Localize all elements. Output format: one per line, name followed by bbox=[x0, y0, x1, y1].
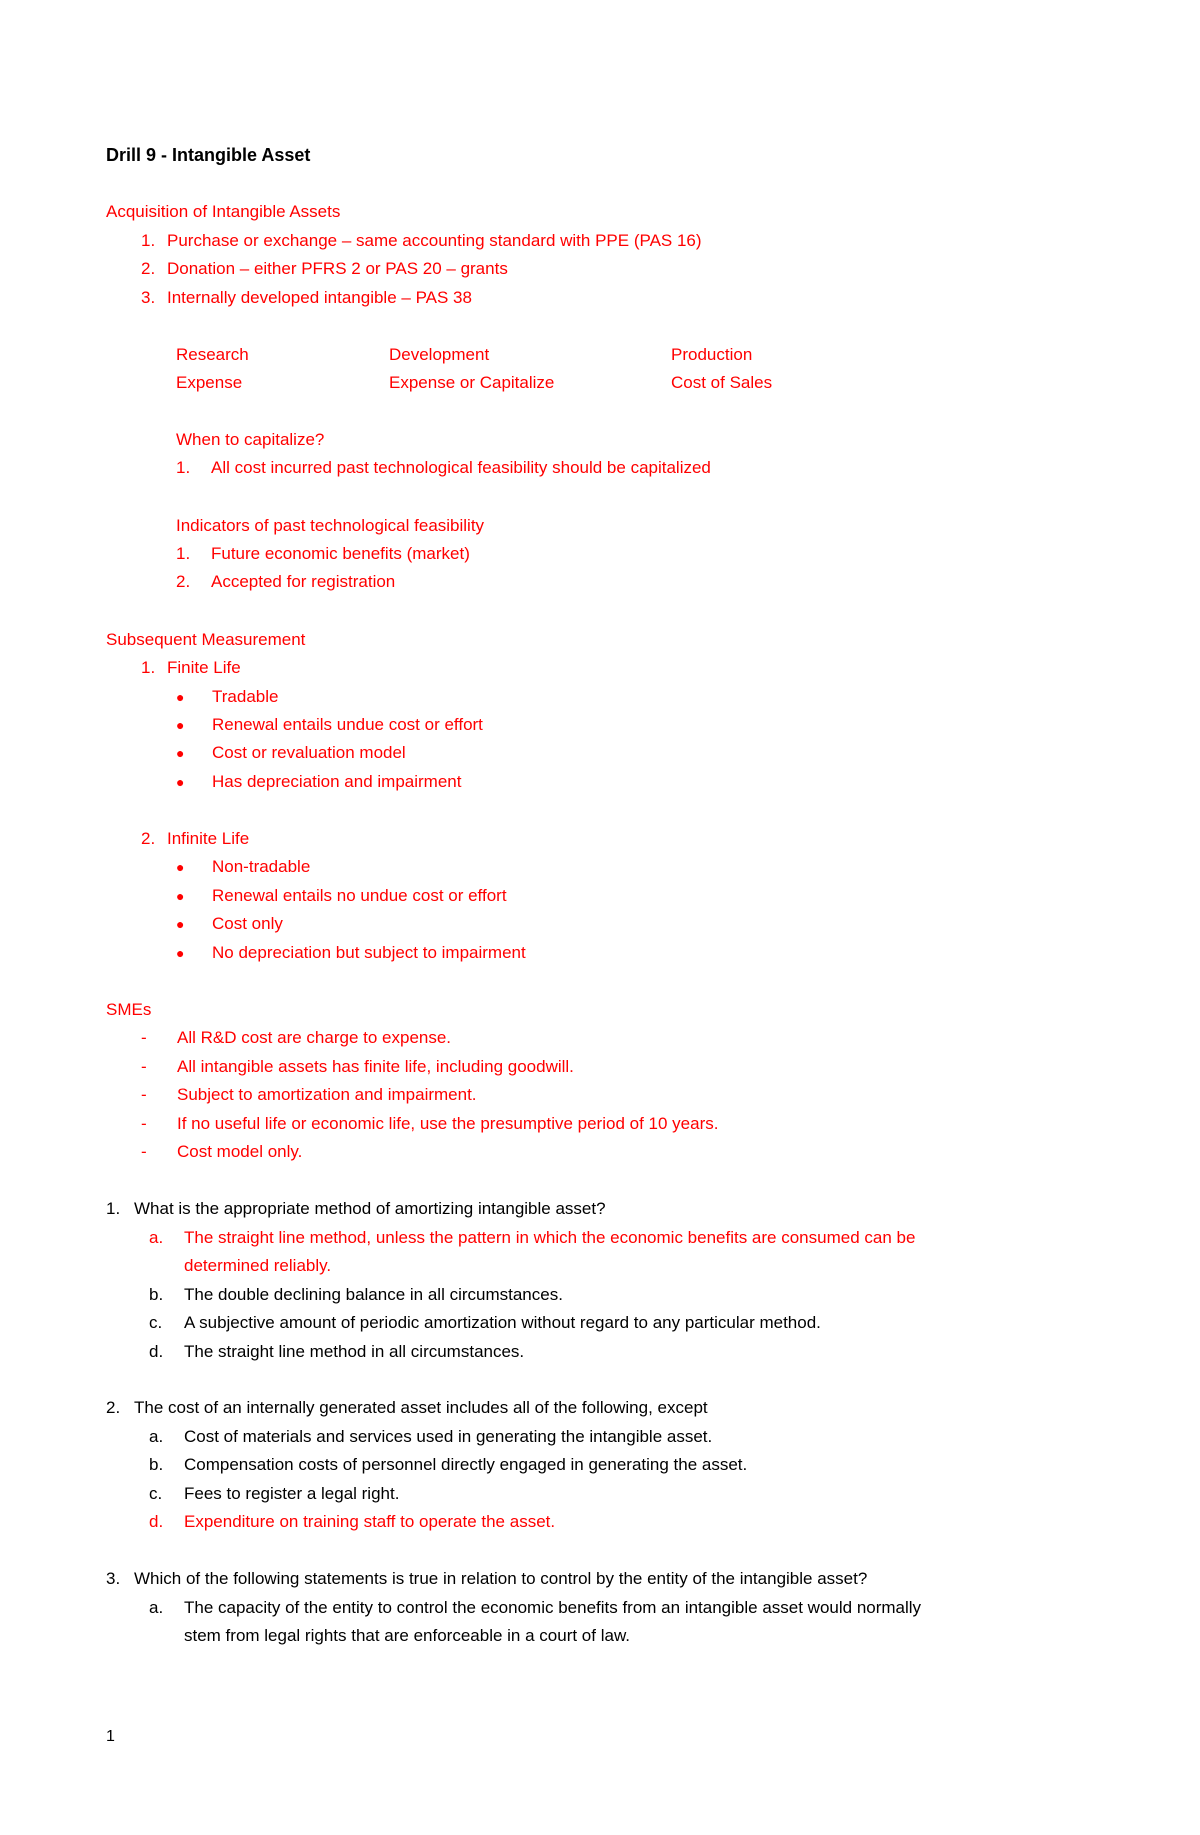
question-3 bbox=[106, 1568, 867, 1590]
bullet-item: ● No depreciation but subject to impairment bbox=[176, 943, 526, 962]
list-number: 1. bbox=[176, 458, 191, 477]
document-title: Drill 9 - Intangible Asset bbox=[106, 145, 311, 165]
bullet-icon: ● bbox=[176, 745, 185, 761]
list-number: 1. bbox=[141, 658, 156, 677]
bullet-icon: ● bbox=[176, 888, 185, 904]
option-a-continuation: stem from legal rights that are enforceable in a court of law. bbox=[184, 1626, 631, 1645]
dash-item: - Cost model only. bbox=[141, 1142, 303, 1161]
bullet-icon: ● bbox=[176, 717, 185, 733]
bullet-icon: ● bbox=[176, 689, 185, 705]
bullet-item: ● Non-tradable bbox=[176, 857, 311, 876]
list-text: All cost incurred past technological feasibility should be capitalized bbox=[211, 458, 711, 477]
dash-item: - All R&D cost are charge to expense. bbox=[141, 1028, 452, 1047]
list-number: 1. bbox=[176, 544, 191, 563]
bullet-item: ● Renewal entails undue cost or effort bbox=[176, 715, 483, 734]
question-number: 3. bbox=[106, 1569, 121, 1588]
list-item bbox=[176, 571, 395, 593]
option-c: c. Fees to register a legal right. bbox=[149, 1484, 400, 1503]
acquisition-heading: Acquisition of Intangible Assets bbox=[106, 202, 341, 221]
dash-icon: - bbox=[141, 1057, 147, 1076]
list-number: 2. bbox=[176, 572, 191, 591]
option-a: a. The straight line method, unless the pattern in which the economic benefits are consumed can be bbox=[149, 1228, 916, 1247]
list-text: Purchase or exchange – same accounting standard with PPE (PAS 16) bbox=[167, 231, 702, 250]
table-cell-production: Cost of Sales bbox=[671, 373, 773, 392]
option-b: b. Compensation costs of personnel directly engaged in generating the asset. bbox=[149, 1455, 748, 1474]
table-header-development: Development bbox=[389, 345, 490, 364]
list-number: 3. bbox=[141, 288, 156, 307]
list-item bbox=[176, 543, 470, 565]
page-number: 1 bbox=[106, 1728, 115, 1745]
list-text: Accepted for registration bbox=[211, 572, 396, 591]
list-number: 2. bbox=[141, 829, 156, 848]
smes-heading: SMEs bbox=[106, 1000, 152, 1019]
question-text: What is the appropriate method of amortizing intangible asset? bbox=[134, 1199, 606, 1218]
option-a-continuation: determined reliably. bbox=[184, 1256, 332, 1275]
option-a: a. The capacity of the entity to control the economic benefits from an intangible asset would normally bbox=[149, 1598, 922, 1617]
table-cell-development: Expense or Capitalize bbox=[389, 373, 555, 392]
bullet-item: ● Renewal entails no undue cost or effort bbox=[176, 886, 507, 905]
dash-item: - All intangible assets has finite life, including goodwill. bbox=[141, 1057, 574, 1076]
list-text: Donation – either PFRS 2 or PAS 20 – grants bbox=[167, 259, 508, 278]
option-d: d. The straight line method in all circumstances. bbox=[149, 1342, 525, 1361]
list-item bbox=[141, 258, 508, 280]
table-header-production: Production bbox=[671, 345, 753, 364]
list-text: Infinite Life bbox=[167, 829, 250, 848]
bullet-icon: ● bbox=[176, 859, 185, 875]
question-number: 2. bbox=[106, 1398, 121, 1417]
list-number: 1. bbox=[141, 231, 156, 250]
bullet-icon: ● bbox=[176, 916, 185, 932]
dash-icon: - bbox=[141, 1142, 147, 1161]
bullet-item: ● Cost or revaluation model bbox=[176, 743, 406, 762]
question-text: The cost of an internally generated asset includes all of the following, except bbox=[134, 1398, 708, 1417]
list-item bbox=[141, 230, 702, 252]
dash-item: - Subject to amortization and impairment. bbox=[141, 1085, 477, 1104]
bullet-icon: ● bbox=[176, 774, 185, 790]
bullet-item: ● Has depreciation and impairment bbox=[176, 772, 462, 791]
capitalize-heading: When to capitalize? bbox=[176, 430, 325, 449]
option-c: c. A subjective amount of periodic amortization without regard to any particular method. bbox=[149, 1313, 821, 1332]
question-1 bbox=[106, 1198, 606, 1220]
list-number: 2. bbox=[141, 259, 156, 278]
list-text: Internally developed intangible – PAS 38 bbox=[167, 288, 472, 307]
bullet-item: ● Tradable bbox=[176, 687, 279, 706]
question-text: Which of the following statements is true in relation to control by the entity of the intangible asset? bbox=[134, 1569, 868, 1588]
list-text: Future economic benefits (market) bbox=[211, 544, 470, 563]
bullet-item: ● Cost only bbox=[176, 914, 283, 933]
dash-icon: - bbox=[141, 1085, 147, 1104]
option-d: d. Expenditure on training staff to operate the asset. bbox=[149, 1512, 556, 1531]
option-b: b. The double declining balance in all circumstances. bbox=[149, 1285, 563, 1304]
table-cell-research: Expense bbox=[176, 373, 243, 392]
infinite-life-item bbox=[141, 828, 249, 850]
finite-life-item bbox=[141, 657, 241, 679]
dash-icon: - bbox=[141, 1028, 147, 1047]
table-header-research: Research bbox=[176, 345, 249, 364]
question-number: 1. bbox=[106, 1199, 121, 1218]
indicators-heading: Indicators of past technological feasibility bbox=[176, 516, 485, 535]
option-a: a. Cost of materials and services used in generating the intangible asset. bbox=[149, 1427, 713, 1446]
list-item bbox=[176, 457, 711, 479]
list-text: Finite Life bbox=[167, 658, 241, 677]
list-item bbox=[141, 287, 472, 309]
bullet-icon: ● bbox=[176, 945, 185, 961]
dash-icon: - bbox=[141, 1114, 147, 1133]
subsequent-heading: Subsequent Measurement bbox=[106, 630, 306, 649]
question-2 bbox=[106, 1397, 708, 1419]
dash-item: - If no useful life or economic life, use the presumptive period of 10 years. bbox=[141, 1114, 719, 1133]
